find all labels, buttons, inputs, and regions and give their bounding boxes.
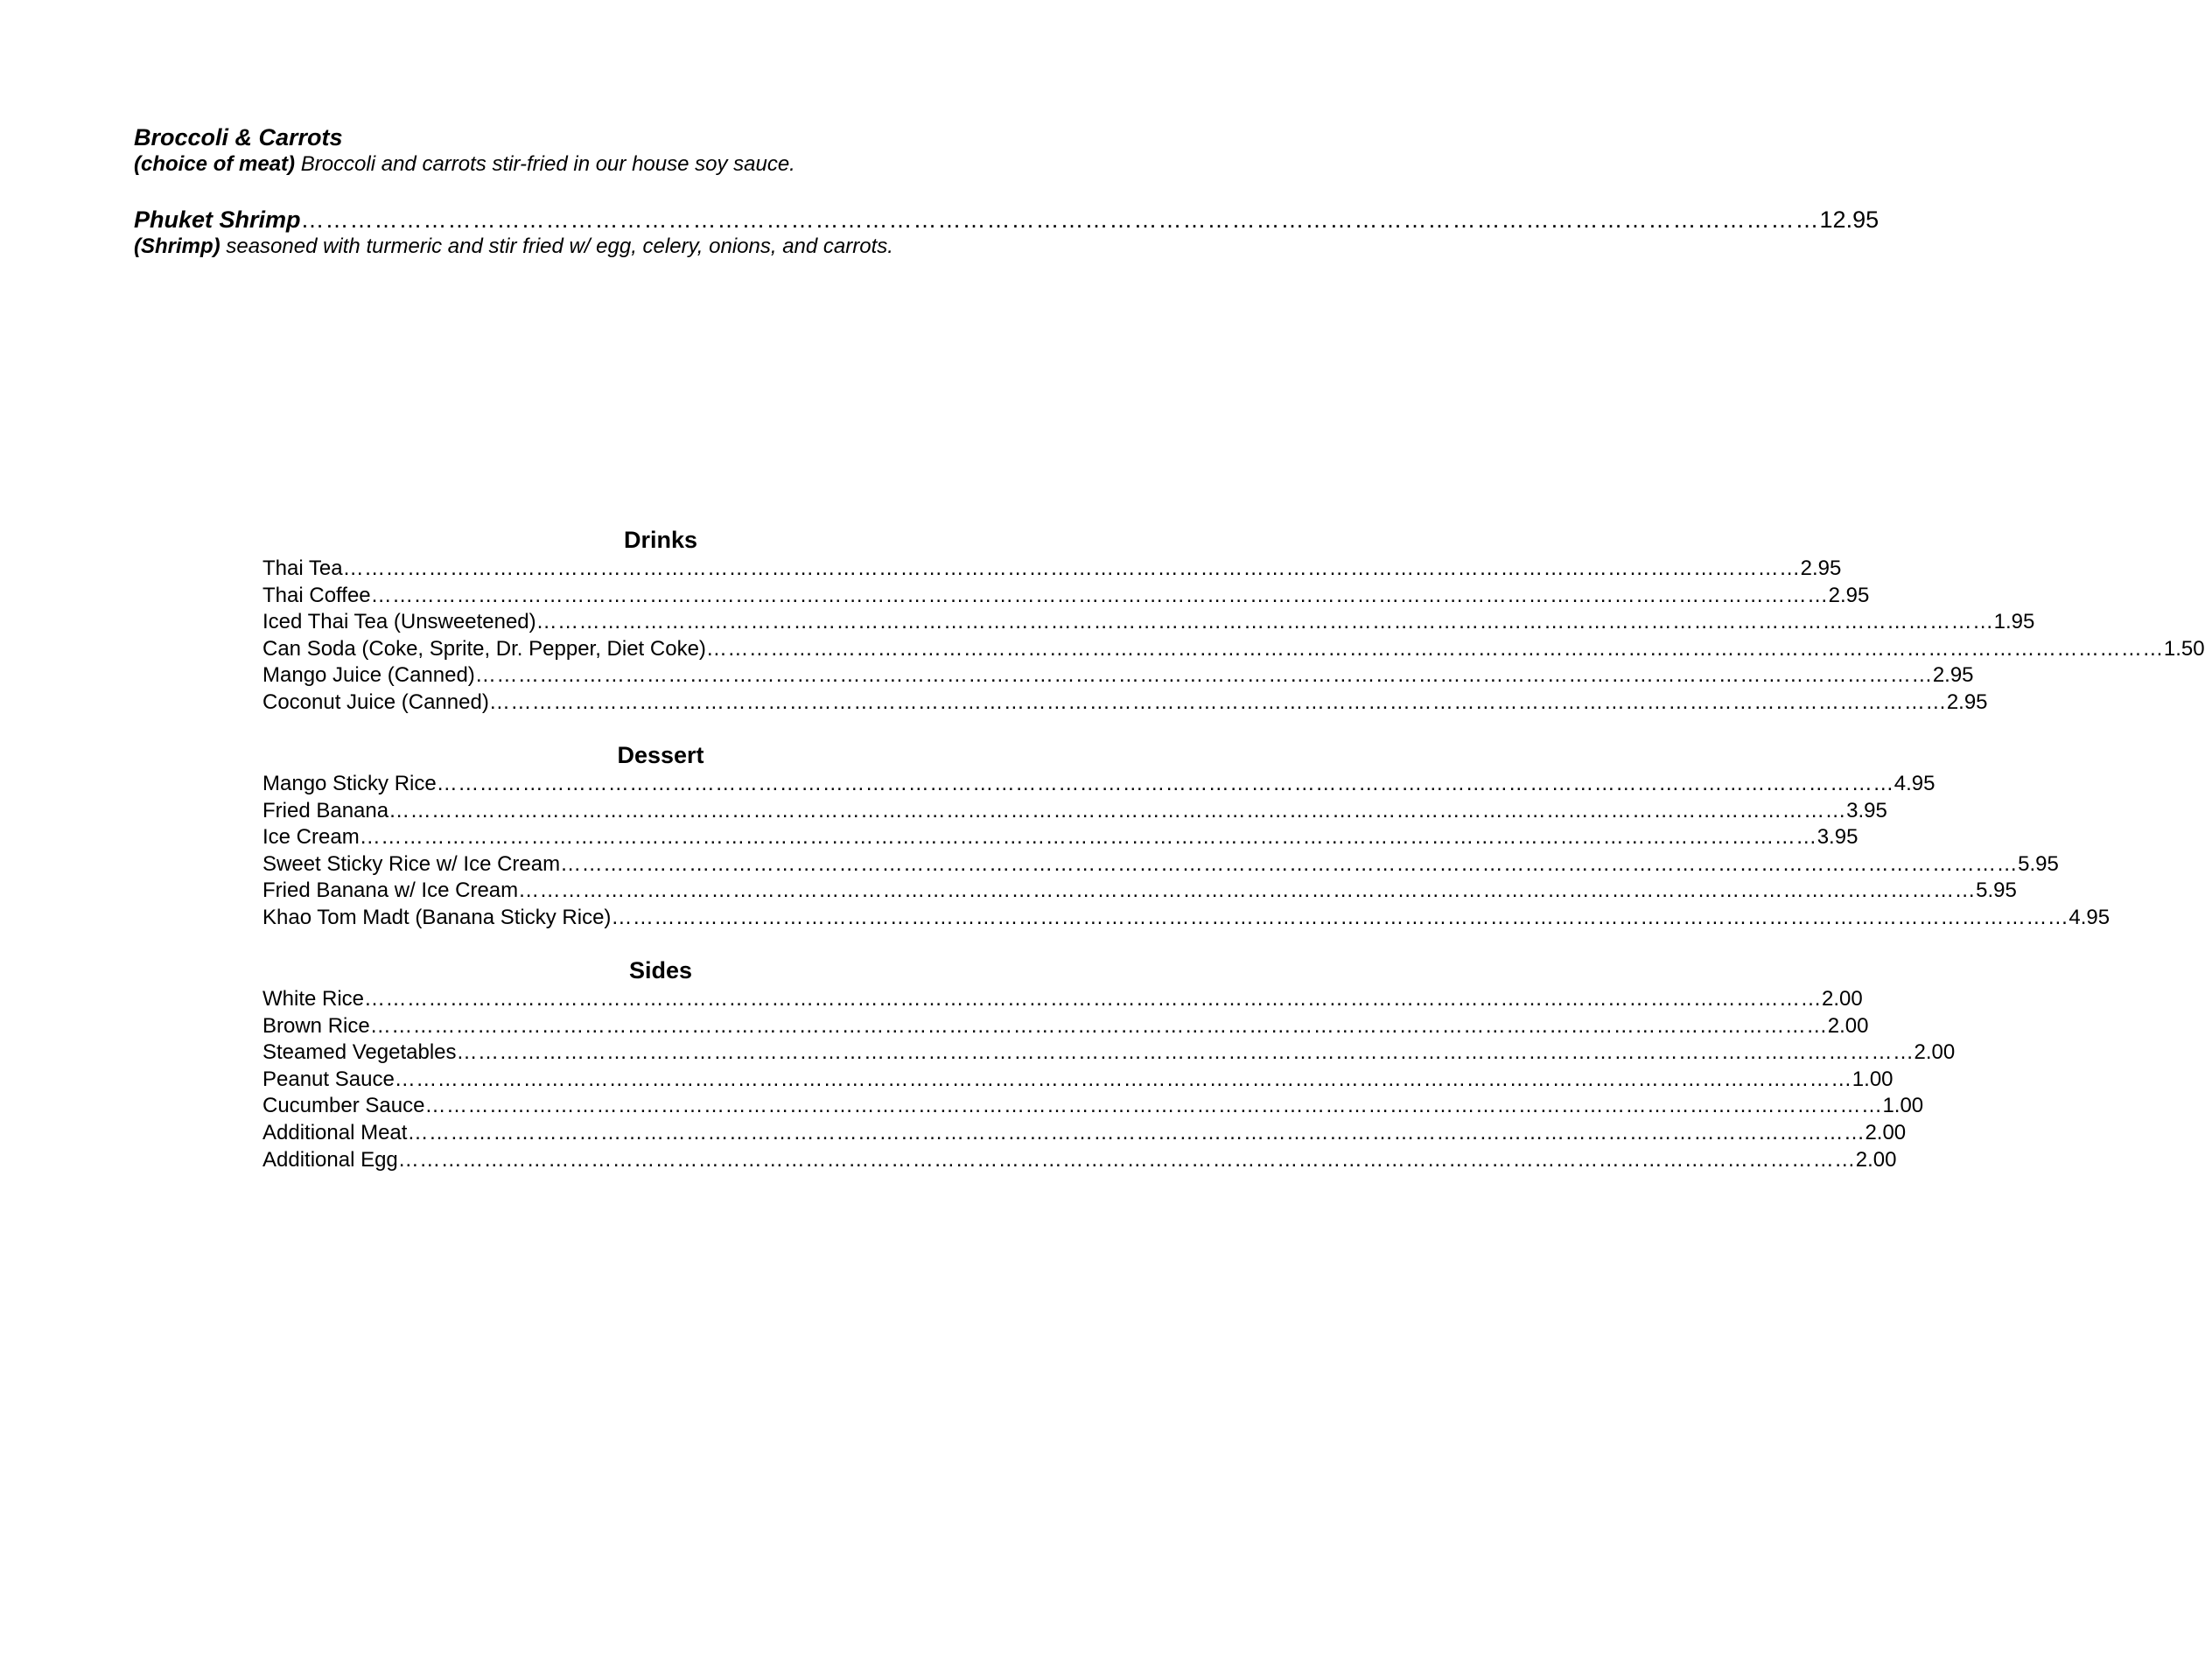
leader-dots: ……………………………………………………………………………………………………………………………………………………………………………………: [436, 772, 1894, 795]
menu-item-row: [262, 798, 1887, 825]
menu-item-name: Mango Sticky Rice: [262, 772, 437, 795]
menu-item-price: 2.00: [1827, 1013, 1869, 1038]
menu-item-row: [262, 1040, 1956, 1067]
menu-item-row: [262, 636, 2205, 663]
leader-dots: ……………………………………………………………………………………………………………………………………………………………………………………: [407, 1120, 1866, 1144]
menu-item-price: 3.95: [1816, 825, 1858, 850]
leader-dots: ……………………………………………………………………………………………………………………………………………………………………………………: [359, 825, 1817, 850]
menu-item-row: [262, 609, 2035, 636]
menu-item-price: 2.95: [1946, 690, 1988, 714]
entree-price: 12.95: [1819, 206, 1880, 233]
menu-item-row: [262, 690, 1988, 717]
menu-item-name: Khao Tom Madt (Banana Sticky Rice): [262, 905, 612, 929]
entree-description-text: Broccoli and carrots stir-fried in our house soy sauce.: [295, 152, 795, 176]
menu-item-price: 1.00: [1882, 1094, 1924, 1118]
leader-dots: ……………………………………………………………………………………………………………………………………………………………………: [300, 206, 1820, 233]
sides-section: [262, 956, 1956, 1173]
menu-item-row: [262, 556, 1842, 583]
leader-dots: ……………………………………………………………………………………………………………………………………………………………………………………: [397, 1147, 1856, 1172]
entree-phuket-shrimp: [134, 206, 1880, 260]
menu-item-price: 2.95: [1828, 583, 1870, 607]
menu-item-row: [262, 824, 1858, 851]
leader-dots: ……………………………………………………………………………………………………………………………………………………………………………………: [536, 610, 1994, 634]
leader-dots: ……………………………………………………………………………………………………………………………………………………………………………………: [342, 556, 1801, 580]
entree-tag: (choice of meat): [134, 152, 296, 176]
entree-name: Broccoli & Carrots: [134, 124, 343, 150]
menu-item-name: Cucumber Sauce: [262, 1094, 425, 1118]
menu-item-name: Can Soda (Coke, Sprite, Dr. Pepper, Diet Coke): [262, 636, 706, 661]
section-heading: Sides: [628, 957, 693, 984]
menu-item-name: Thai Tea: [262, 556, 343, 580]
entree-description: [134, 151, 1194, 178]
menu-item-name: Iced Thai Tea (Unsweetened): [262, 610, 536, 634]
menu-item-name: Brown Rice: [262, 1013, 370, 1038]
section-heading: Drinks: [623, 527, 698, 553]
leader-dots: ……………………………………………………………………………………………………………………………………………………………………………………: [560, 851, 2019, 876]
menu-item-row: [262, 905, 2110, 932]
leader-dots: ……………………………………………………………………………………………………………………………………………………………………………………: [388, 798, 1847, 822]
entree-name: Phuket Shrimp: [134, 206, 301, 233]
menu-item-price: 5.95: [1976, 878, 2017, 903]
drinks-list: [262, 556, 2205, 717]
menu-item-row: [262, 662, 1974, 690]
menu-item-price: 2.95: [1932, 663, 1974, 688]
menu-item-row: [262, 851, 2059, 878]
menu-item-name: Ice Cream: [262, 825, 360, 850]
menu-item-row: [262, 1120, 1907, 1147]
menu-item-row: [262, 1067, 1894, 1094]
menu-item-name: Sweet Sticky Rice w/ Ice Cream: [262, 851, 561, 876]
menu-item-price: 2.00: [1865, 1120, 1907, 1144]
leader-dots: ……………………………………………………………………………………………………………………………………………………………………………………: [364, 987, 1823, 1011]
menu-item-row: [262, 986, 1863, 1013]
dessert-section: [262, 741, 2110, 932]
leader-dots: ……………………………………………………………………………………………………………………………………………………………………………………: [611, 905, 2069, 929]
menu-item-name: Additional Egg: [262, 1147, 398, 1172]
menu-item-price: 2.95: [1800, 556, 1842, 580]
menu-item-price: 2.00: [1855, 1147, 1897, 1172]
entree-broccoli-carrots: [134, 123, 1194, 178]
menu-item-row: [262, 1093, 1924, 1120]
menu-item-price: 5.95: [2018, 851, 2059, 876]
menu-item-price: 2.00: [1822, 987, 1863, 1011]
menu-item-name: Coconut Juice (Canned): [262, 690, 489, 714]
entree-title-line: [134, 123, 1194, 151]
leader-dots: ……………………………………………………………………………………………………………………………………………………………………………………: [370, 583, 1829, 607]
menu-item-name: White Rice: [262, 987, 365, 1011]
leader-dots: ……………………………………………………………………………………………………………………………………………………………………………………: [369, 1013, 1828, 1038]
menu-item-name: Additional Meat: [262, 1120, 408, 1144]
sides-list: [262, 986, 1956, 1173]
menu-item-row: [262, 771, 1936, 798]
menu-item-price: 2.00: [1914, 1040, 1956, 1065]
entree-tag: (Shrimp): [134, 234, 220, 258]
leader-dots: ……………………………………………………………………………………………………………………………………………………………………………………: [518, 878, 1977, 903]
menu-item-price: 3.95: [1846, 798, 1887, 822]
leader-dots: ……………………………………………………………………………………………………………………………………………………………………………………: [705, 636, 2164, 661]
menu-item-price: 1.95: [1993, 610, 2035, 634]
menu-item-row: [262, 1147, 1897, 1174]
menu-item-name: Thai Coffee: [262, 583, 371, 607]
menu-item-name: Mango Juice (Canned): [262, 663, 475, 688]
menu-item-price: 4.95: [1894, 772, 1936, 795]
menu-item-row: [262, 878, 2017, 905]
entree-title-line: [134, 206, 1880, 234]
menu-item-price: 1.50: [2163, 636, 2205, 661]
leader-dots: ……………………………………………………………………………………………………………………………………………………………………………………: [394, 1067, 1852, 1091]
menu-item-name: Fried Banana: [262, 798, 389, 822]
section-heading: Dessert: [617, 742, 704, 768]
menu-item-price: 4.95: [2068, 905, 2110, 929]
entree-description-text: seasoned with turmeric and stir fried w/ egg, celery, onions, and carrots.: [220, 234, 893, 258]
leader-dots: ……………………………………………………………………………………………………………………………………………………………………………………: [488, 690, 1947, 714]
leader-dots: ……………………………………………………………………………………………………………………………………………………………………………………: [474, 663, 1933, 688]
menu-item-row: [262, 1013, 1869, 1040]
drinks-section: [262, 526, 2205, 717]
leader-dots: ……………………………………………………………………………………………………………………………………………………………………………………: [424, 1094, 1883, 1118]
entree-description: [134, 234, 1194, 260]
dessert-list: [262, 771, 2110, 932]
menu-item-name: Fried Banana w/ Ice Cream: [262, 878, 519, 903]
menu-item-price: 1.00: [1852, 1067, 1894, 1091]
menu-item-name: Peanut Sauce: [262, 1067, 395, 1091]
menu-item-name: Steamed Vegetables: [262, 1040, 457, 1065]
leader-dots: ……………………………………………………………………………………………………………………………………………………………………………………: [456, 1040, 1914, 1065]
menu-item-row: [262, 583, 1870, 610]
